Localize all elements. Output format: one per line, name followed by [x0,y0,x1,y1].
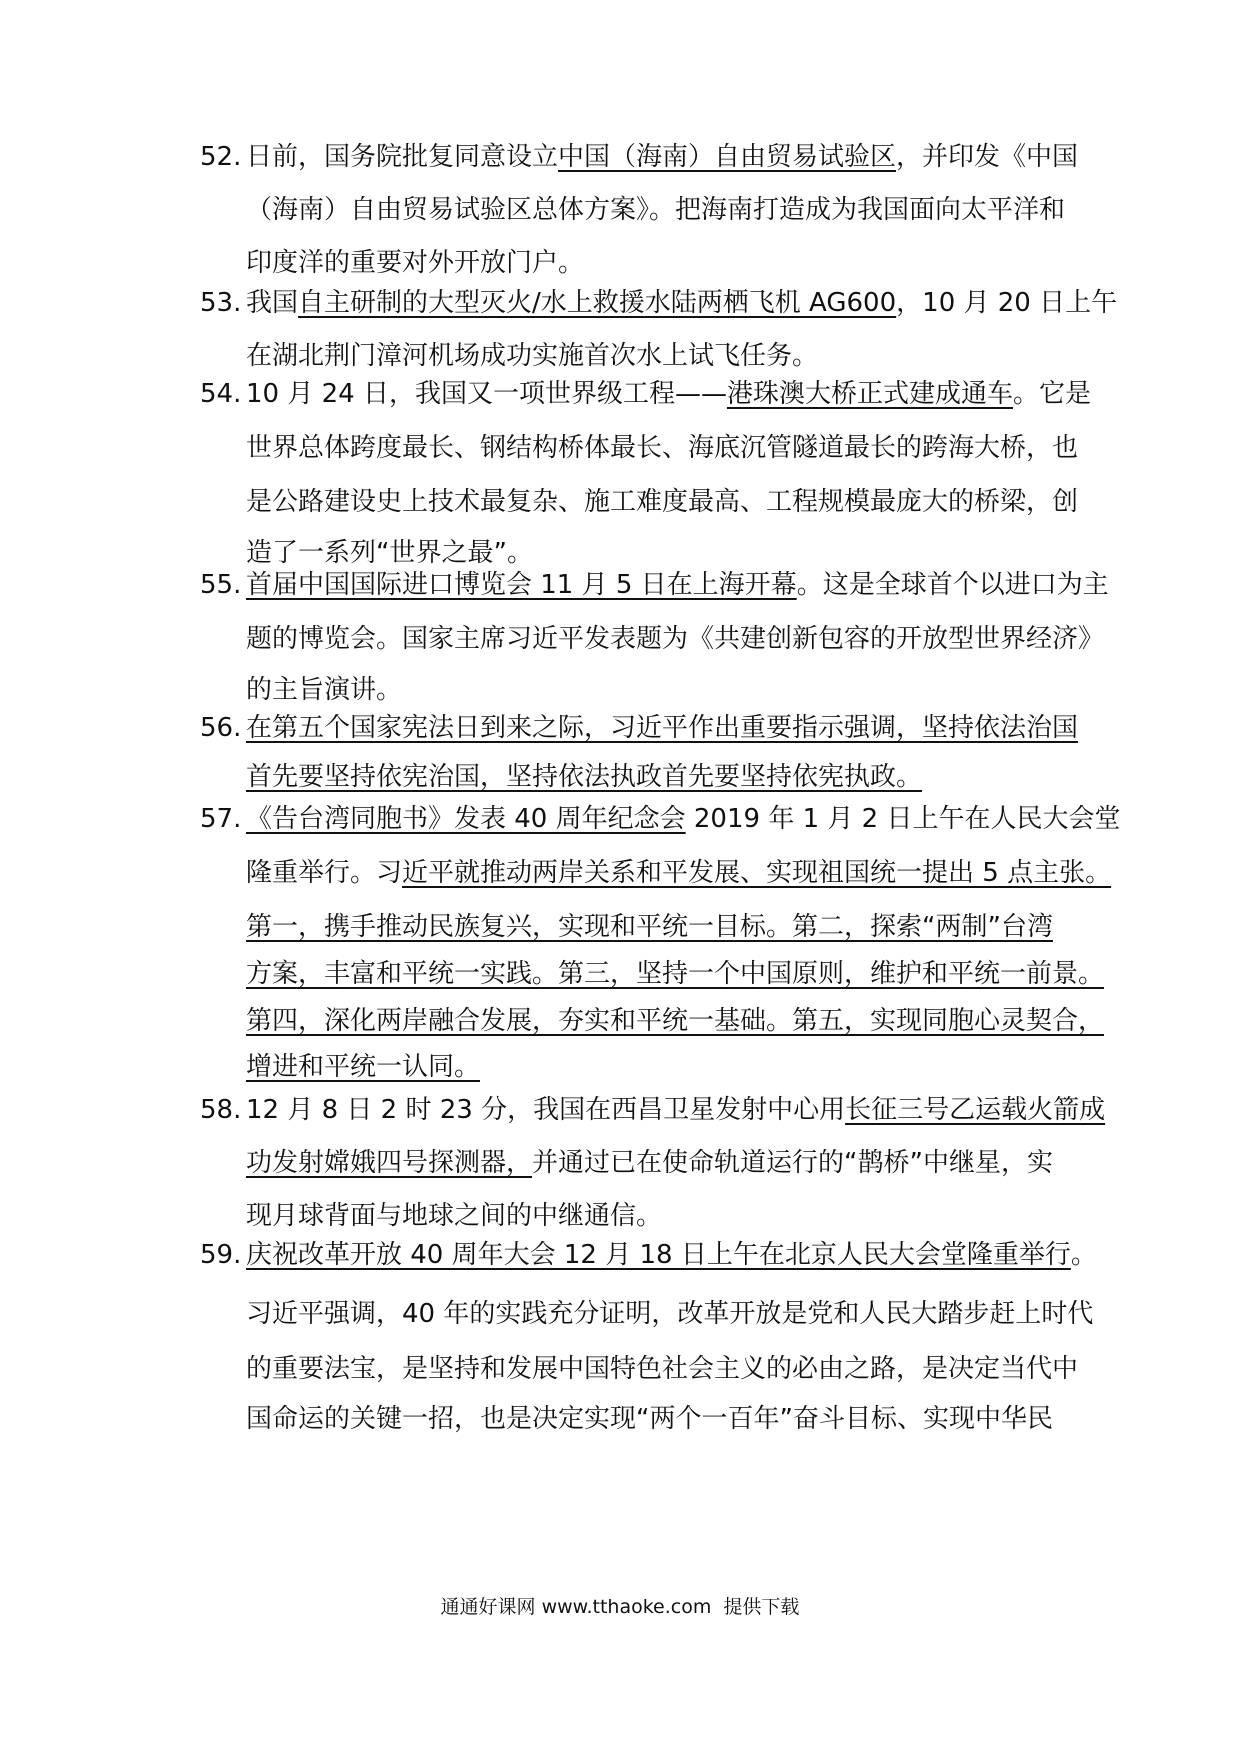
page-footer: 通通好课网 www.tthaoke.com 提供下载 [440,1596,800,1618]
underlined-text: 增进和平统一认同。 [246,1052,481,1082]
underlined-text: 在第五个国家宪法日到来之际，习近平作出重要指示强调，坚持依法治国 [246,713,1079,743]
text-line [246,711,1078,745]
text-line [246,957,1104,991]
underlined-text: 方案，丰富和平统一实践。第三，坚持一个中国原则，维护和平统一前景。 [246,959,1105,989]
text-segment: 日前，国务院批复同意设立 [246,142,559,172]
text-line [246,1352,1078,1386]
text-line [246,1238,1097,1272]
underlined-text: 长征三号乙运载火箭成 [845,1095,1106,1125]
text-line [246,1146,1053,1180]
text-segment: 造了一系列“世界之最”。 [246,538,533,568]
text-line [246,622,1104,656]
text-segment: 。这是全球首个以进口为主 [796,570,1109,600]
text-line [246,1402,1053,1436]
underlined-text: 第四，深化两岸融合发展，夯实和平统一基础。第五，实现同胞心灵契合， [246,1006,1105,1036]
text-segment: 国命运的关键一招，也是决定实现“两个一百年”奋斗目标、实现中华民 [246,1404,1053,1434]
text-segment: 并通过已在使命轨道运行的“鹊桥”中继星，实 [532,1148,1053,1178]
item-number: 59. [200,1240,242,1270]
text-segment: 的重要法宝，是坚持和发展中国特色社会主义的必由之路，是决定当代中 [246,1354,1079,1384]
text-segment: 的主旨演讲。 [246,675,403,705]
text-line [246,1004,1104,1038]
underlined-text: 自主研制的大型灭火/水上救援水陆两栖飞机 AG600 [298,288,897,318]
item-number: 54. [200,379,242,409]
text-line [246,431,1078,465]
text-line [246,536,533,570]
text-line [246,140,1078,174]
text-line [246,1199,662,1233]
text-line [246,286,1117,320]
text-segment: 12 月 8 日 2 时 23 分，我国在西昌卫星发射中心用 [246,1095,846,1125]
text-line [246,802,1120,836]
item-number: 53. [200,288,242,318]
text-line [246,1093,1105,1127]
underlined-text: 功发射嫦娥四号探测器， [246,1148,533,1178]
text-segment: 世界总体跨度最长、钢结构桥体最长、海底沉管隧道最长的跨海大桥，也 [246,433,1079,463]
item-number: 56. [200,713,242,743]
text-line [246,246,584,280]
text-segment: 。 [1070,1240,1097,1270]
underlined-text: 近平就推动两岸关系和平发展、实现祖国统一提出 5 点主张。 [402,858,1112,888]
text-segment: 2019 年 1 月 2 日上午在人民大会堂 [685,804,1121,834]
item-number: 55. [200,570,242,600]
text-line [246,910,1053,944]
underlined-text: 港珠澳大桥正式建成通车 [726,379,1013,409]
underlined-text: 中国（海南）自由贸易试验区 [558,142,897,172]
underlined-text: 庆祝改革开放 40 周年大会 12 月 18 日上午在北京人民大会堂隆重举行 [246,1240,1071,1270]
text-segment: 我国 [246,288,299,318]
text-line [246,673,402,707]
text-line [246,339,818,373]
text-segment: ，并印发《中国 [896,142,1079,172]
text-segment: 现月球背面与地球之间的中继通信。 [246,1201,663,1231]
text-segment: 在湖北荆门漳河机场成功实施首次水上试飞任务。 [246,341,819,371]
text-line [246,1050,480,1084]
text-segment: 。它是 [1012,379,1091,409]
text-segment: 10 月 24 日，我国又一项世界级工程—— [246,379,727,409]
text-line [246,485,1078,519]
text-line [246,856,1111,890]
text-segment: 是公路建设史上技术最复杂、施工难度最高、工程规模最庞大的桥梁，创 [246,487,1079,517]
item-number: 52. [200,142,242,172]
text-line [246,760,922,794]
text-line [246,377,1091,411]
text-segment: 隆重举行。习 [246,858,403,888]
text-line [246,568,1109,602]
underlined-text: 首届中国国际进口博览会 11 月 5 日在上海开幕 [246,570,797,600]
underlined-text: 第一，携手推动民族复兴，实现和平统一目标。第二，探索“两制”台湾 [246,912,1053,942]
text-segment: 印度洋的重要对外开放门户。 [246,248,585,278]
text-segment: ，10 月 20 日上午 [896,288,1118,318]
underlined-text: 《告台湾同胞书》发表 40 周年纪念会 [246,804,686,834]
text-segment: 习近平强调，40 年的实践充分证明，改革开放是党和人民大踏步赶上时代 [246,1299,1094,1329]
text-segment: （海南）自由贸易试验区总体方案》。把海南打造成为我国面向太平洋和 [246,195,1066,225]
item-number: 57. [200,804,242,834]
text-segment: 题的博览会。国家主席习近平发表题为《共建创新包容的开放型世界经济》 [246,624,1105,654]
text-line [246,1297,1093,1331]
underlined-text: 首先要坚持依宪治国，坚持依法执政首先要坚持依宪执政。 [246,762,923,792]
text-line [246,193,1065,227]
item-number: 58. [200,1095,242,1125]
